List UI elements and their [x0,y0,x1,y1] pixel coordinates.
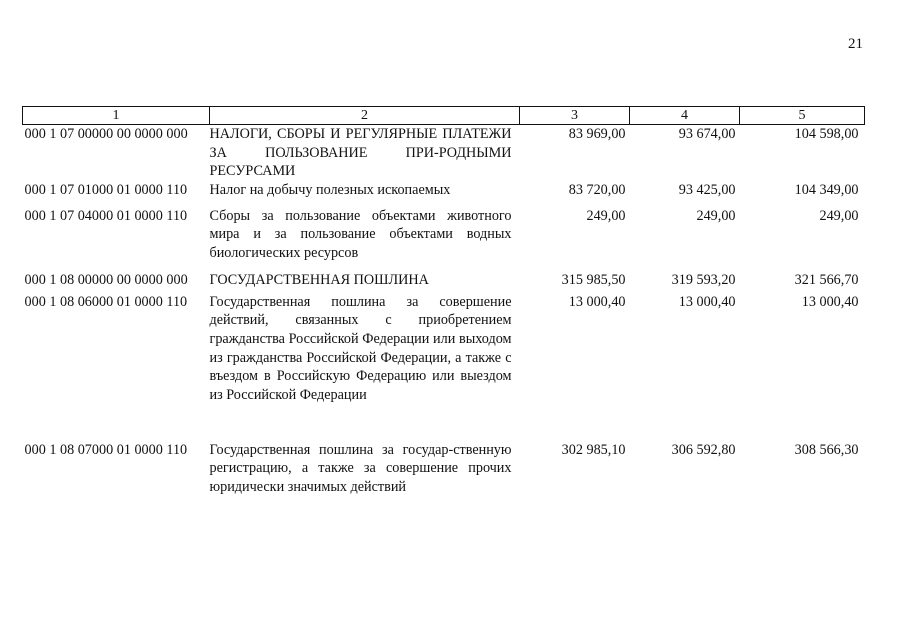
item-name: Налог на добычу полезных ископаемых [209,181,451,198]
value-col3: 315 985,50 [561,271,626,288]
column-header-2: 2 [210,107,520,125]
value-col5: 321 566,70 [794,271,859,288]
budget-table [22,106,865,501]
value-col4: 249,00 [696,207,736,224]
item-name: НАЛОГИ, СБОРЫ И РЕГУЛЯРНЫЕ ПЛАТЕЖИ ЗА ПОЛЬЗОВАНИЕ ПРИ-РОДНЫМИ РЕСУРСАМИ [209,126,512,180]
value-col3: 13 000,40 [568,293,626,310]
column-header-4: 4 [630,107,740,125]
value-col4: 93 425,00 [678,181,736,198]
table-row [23,181,865,207]
table-header-row [23,107,865,125]
table-row [23,125,865,181]
item-name: Государственная пошлина за совершение действий, связанных с приобретением гражданства Российской Федерации или выходом из гражданства Российской Федерации, а также с въездом в Российскую Федерацию или выездом из Российской Федерации [209,293,512,403]
item-name: Государственная пошлина за государ-ственную регистрацию, а также за совершение прочих юридически значимых действий [209,441,512,495]
budget-code: 000 1 08 06000 01 0000 110 [24,293,188,310]
value-col5: 308 566,30 [794,441,859,458]
value-col5: 13 000,40 [801,293,859,310]
table-row [23,207,865,271]
value-col4: 13 000,40 [678,293,736,310]
value-col5: 104 349,00 [794,181,859,198]
column-header-3: 3 [520,107,630,125]
table-row [23,293,865,441]
budget-code: 000 1 07 04000 01 0000 110 [24,207,188,224]
value-col4: 93 674,00 [678,126,736,142]
item-name: Сборы за пользование объектами животного мира и за пользование объектами водных биологических ресурсов [209,207,512,261]
value-col3: 249,00 [586,207,626,224]
budget-code: 000 1 08 00000 00 0000 000 [24,271,188,288]
budget-code: 000 1 08 07000 01 0000 110 [24,441,188,458]
value-col3: 83 969,00 [568,126,626,142]
value-col4: 306 592,80 [671,441,736,458]
column-header-1: 1 [23,107,210,125]
table-row [23,271,865,293]
table-row [23,441,865,501]
value-col5: 104 598,00 [794,126,859,142]
budget-code: 000 1 07 00000 00 0000 000 [24,126,188,142]
value-col5: 249,00 [819,207,859,224]
value-col3: 302 985,10 [561,441,626,458]
value-col4: 319 593,20 [671,271,736,288]
page-number: 21 [848,36,863,52]
value-col3: 83 720,00 [568,181,626,198]
item-name: ГОСУДАРСТВЕННАЯ ПОШЛИНА [209,271,429,288]
column-header-5: 5 [740,107,865,125]
budget-code: 000 1 07 01000 01 0000 110 [24,181,188,198]
